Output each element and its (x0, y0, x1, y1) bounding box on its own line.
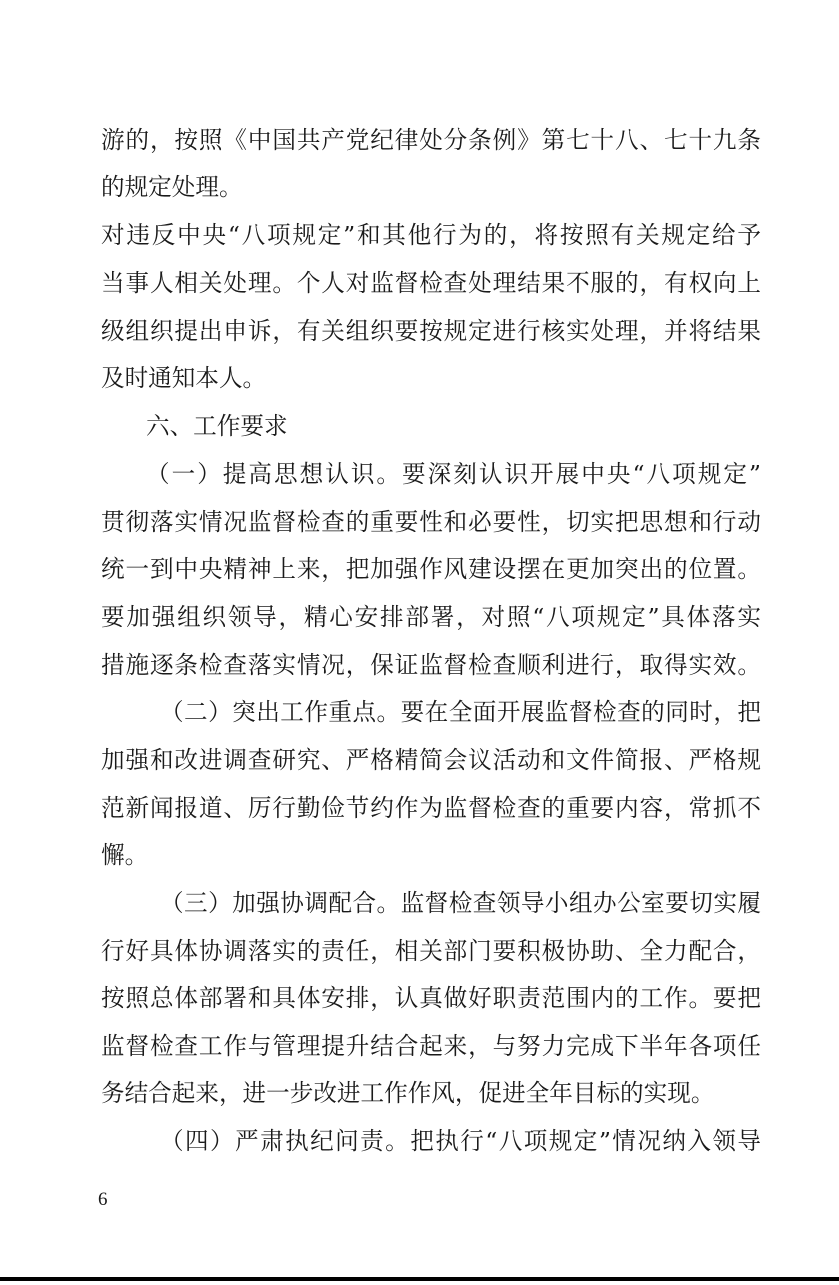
text-line: （三）加强协调配合。监督检查领导小组办公室要切实履 (160, 889, 761, 917)
text-line: 及时通知本人。 (101, 364, 267, 392)
text-line: 措施逐条检查落实情况，保证监督检查顺利进行，取得实效。 (101, 651, 761, 679)
text-line: 当事人相关处理。个人对监督检查处理结果不服的，有权向上 (101, 269, 761, 297)
text-line: 对违反中央“八项规定”和其他行为的，将按照有关规定给予 (101, 221, 761, 249)
text-line: 统一到中央精神上来，把加强作风建设摆在更加突出的位置。 (101, 555, 761, 583)
text-line: 游的，按照《中国共产党纪律处分条例》第七十八、七十九条 (101, 126, 761, 154)
text-line: 行好具体协调落实的责任，相关部门要积极协助、全力配合， (101, 937, 761, 965)
text-line: （二）突出工作重点。要在全面开展监督检查的同时，把 (160, 698, 761, 726)
text-line: （一）提高思想认识。要深刻认识开展中央“八项规定” (146, 460, 761, 488)
text-line: 按照总体部署和具体安排，认真做好职责范围内的工作。要把 (101, 984, 761, 1012)
text-line: 贯彻落实情况监督检查的重要性和必要性，切实把思想和行动 (101, 508, 761, 536)
text-line: 监督检查工作与管理提升结合起来，与努力完成下半年各项任 (101, 1032, 761, 1060)
text-line: 范新闻报道、厉行勤俭节约作为监督检查的重要内容，常抓不 (101, 794, 761, 822)
text-line: 懈。 (101, 841, 149, 869)
text-line: 级组织提出申诉，有关组织要按规定进行核实处理，并将结果 (101, 317, 761, 345)
text-line: 的规定处理。 (101, 173, 243, 201)
text-line: 要加强组织领导，精心安排部署，对照“八项规定”具体落实 (101, 603, 761, 631)
section-heading: 六、工作要求 (146, 412, 288, 440)
text-line: 加强和改进调查研究、严格精简会议活动和文件简报、严格规 (101, 746, 761, 774)
text-line: （四）严肃执纪问责。把执行“八项规定”情况纳入领导 (160, 1127, 761, 1155)
bottom-divider (0, 1277, 839, 1281)
text-line: 务结合起来，进一步改进工作作风，促进全年目标的实现。 (101, 1079, 715, 1107)
page-number: 6 (98, 1189, 108, 1210)
